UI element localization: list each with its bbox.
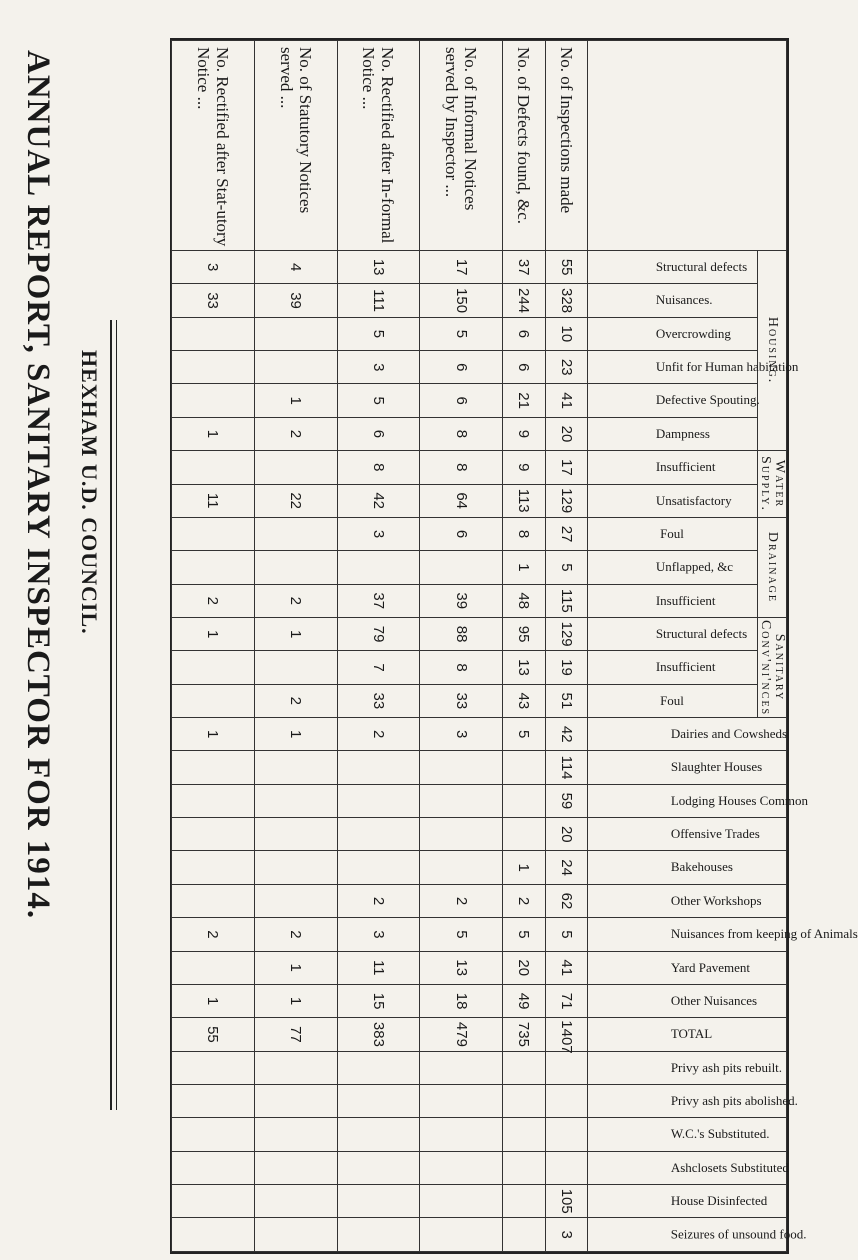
table-cell: 33 — [337, 684, 420, 717]
table-cell: 6 — [420, 517, 503, 550]
col-header: House Disinfected — [588, 1185, 787, 1218]
table-row — [172, 41, 255, 1252]
table-row — [254, 41, 337, 1252]
table-cell: 55 — [172, 1018, 255, 1051]
table-cell — [337, 1218, 420, 1252]
table-cell: 105 — [545, 1185, 587, 1218]
table-cell: 3 — [420, 718, 503, 751]
table-cell: 62 — [545, 884, 587, 917]
table-cell: 20 — [545, 818, 587, 851]
table-cell — [172, 651, 255, 684]
col-header: Privy ash pits rebuilt. — [588, 1051, 787, 1084]
table-cell: 20 — [503, 951, 545, 984]
table-cell — [172, 684, 255, 717]
table-cell: 20 — [545, 417, 587, 450]
table-cell — [254, 651, 337, 684]
table-cell — [420, 1185, 503, 1218]
table-cell — [172, 317, 255, 350]
table-cell: 6 — [420, 384, 503, 417]
page-heading — [10, 50, 102, 1230]
table-cell: 2 — [503, 884, 545, 917]
table-cell — [503, 1084, 545, 1117]
table-cell: 2 — [172, 918, 255, 951]
table-cell: 24 — [545, 851, 587, 884]
table-cell: 2 — [337, 718, 420, 751]
col-header: Structural defects — [588, 251, 758, 284]
table-cell: 5 — [503, 718, 545, 751]
col-header: Bakehouses — [588, 851, 787, 884]
col-header: Other Nuisances — [588, 984, 787, 1017]
col-header: Seizures of unsound food. — [588, 1218, 787, 1252]
table-cell — [337, 551, 420, 584]
table-row — [545, 41, 587, 1252]
col-header: Nuisances. — [588, 284, 758, 317]
table-cell: 39 — [420, 584, 503, 617]
table-cell: 59 — [545, 784, 587, 817]
table-cell: 41 — [545, 951, 587, 984]
table-cell — [172, 1218, 255, 1252]
table-cell: 114 — [545, 751, 587, 784]
table-cell: 328 — [545, 284, 587, 317]
report-table-frame — [170, 38, 858, 1254]
table-cell — [337, 818, 420, 851]
table-cell: 27 — [545, 517, 587, 550]
rotated-table-container — [171, 40, 858, 1252]
col-header: Defective Spouting. — [588, 384, 758, 417]
table-cell — [172, 884, 255, 917]
table-cell — [545, 1118, 587, 1151]
table-cell — [254, 818, 337, 851]
table-cell: 6 — [503, 317, 545, 350]
table-cell: 1 — [172, 984, 255, 1017]
table-cell — [254, 1051, 337, 1084]
table-cell: 3 — [337, 918, 420, 951]
table-cell: 17 — [545, 451, 587, 484]
table-cell: 51 — [545, 684, 587, 717]
table-cell: 3 — [545, 1218, 587, 1252]
table-cell: 23 — [545, 351, 587, 384]
table-cell: 43 — [503, 684, 545, 717]
table-cell: 5 — [420, 317, 503, 350]
table-cell: 2 — [254, 684, 337, 717]
table-cell — [337, 1051, 420, 1084]
table-cell: 11 — [337, 951, 420, 984]
table-cell: 3 — [172, 251, 255, 284]
col-header: W.C.'s Substituted. — [588, 1118, 787, 1151]
table-cell: 11 — [172, 484, 255, 517]
table-cell: 5 — [420, 918, 503, 951]
title-rule — [110, 320, 112, 1110]
table-cell — [254, 784, 337, 817]
row-label: No. of Defects found, &c. — [503, 41, 545, 251]
table-cell: 735 — [503, 1018, 545, 1051]
table-cell: 6 — [503, 351, 545, 384]
table-cell — [420, 1084, 503, 1117]
inspection-table — [171, 40, 858, 1252]
col-header: Lodging Houses Common — [588, 784, 787, 817]
table-cell: 15 — [337, 984, 420, 1017]
table-cell — [254, 1185, 337, 1218]
col-header: Unfit for Human habitation — [588, 351, 758, 384]
table-cell — [503, 751, 545, 784]
council-subtitle: HEXHAM U.D. COUNCIL. — [77, 350, 102, 635]
table-cell — [254, 1218, 337, 1252]
table-cell — [172, 517, 255, 550]
table-cell — [254, 751, 337, 784]
table-cell — [254, 317, 337, 350]
table-cell: 6 — [420, 351, 503, 384]
table-cell: 9 — [503, 451, 545, 484]
table-cell: 13 — [420, 951, 503, 984]
col-header: Dampness — [588, 417, 758, 450]
row-label: No. of Statutory Notices served ... — [254, 41, 337, 251]
table-cell — [172, 351, 255, 384]
table-cell — [503, 1185, 545, 1218]
table-cell: 2 — [172, 584, 255, 617]
col-header: Ashclosets Substituted — [588, 1151, 787, 1184]
table-cell: 1407 — [545, 1018, 587, 1051]
table-cell: 5 — [545, 551, 587, 584]
row-label: No. of Informal Notices served by Inspector ... — [420, 41, 503, 251]
table-cell: 33 — [172, 284, 255, 317]
col-header: Unflapped, &c — [588, 551, 758, 584]
report-title: ANNUAL REPORT, SANITARY INSPECTOR FOR 1914. — [20, 50, 56, 920]
row-label: No. Rectified after In-formal Notice ... — [337, 41, 420, 251]
table-cell: 8 — [420, 651, 503, 684]
table-cell: 129 — [545, 484, 587, 517]
table-cell: 8 — [337, 451, 420, 484]
table-cell — [337, 1118, 420, 1151]
table-cell: 48 — [503, 584, 545, 617]
table-cell — [172, 851, 255, 884]
table-cell: 1 — [254, 384, 337, 417]
table-cell: 111 — [337, 284, 420, 317]
table-cell: 1 — [254, 718, 337, 751]
table-cell: 1 — [254, 984, 337, 1017]
table-cell: 244 — [503, 284, 545, 317]
table-cell: 7 — [337, 651, 420, 684]
table-cell — [420, 1118, 503, 1151]
table-cell: 129 — [545, 617, 587, 650]
corner-cell — [588, 41, 787, 251]
table-cell: 49 — [503, 984, 545, 1017]
table-cell — [254, 451, 337, 484]
table-cell — [420, 818, 503, 851]
table-cell: 8 — [420, 417, 503, 450]
table-cell: 3 — [337, 517, 420, 550]
col-header: Dairies and Cowsheds — [588, 718, 787, 751]
table-cell — [545, 1084, 587, 1117]
col-header-total: TOTAL — [588, 1018, 787, 1051]
table-cell — [503, 1051, 545, 1084]
table-cell: 3 — [337, 351, 420, 384]
table-cell — [420, 1151, 503, 1184]
table-cell: 5 — [545, 918, 587, 951]
table-cell — [503, 1151, 545, 1184]
group-header-row — [758, 41, 787, 1252]
table-cell: 150 — [420, 284, 503, 317]
table-cell: 42 — [337, 484, 420, 517]
table-cell — [172, 1084, 255, 1117]
table-cell: 1 — [254, 951, 337, 984]
table-row — [337, 41, 420, 1252]
table-cell: 13 — [337, 251, 420, 284]
table-cell: 42 — [545, 718, 587, 751]
table-cell — [545, 1051, 587, 1084]
table-cell — [420, 1218, 503, 1252]
table-cell — [172, 384, 255, 417]
table-cell — [254, 1084, 337, 1117]
table-cell: 13 — [503, 651, 545, 684]
table-cell: 55 — [545, 251, 587, 284]
table-cell: 39 — [254, 284, 337, 317]
table-cell: 22 — [254, 484, 337, 517]
table-cell: 19 — [545, 651, 587, 684]
table-cell: 479 — [420, 1018, 503, 1051]
col-header: Insufficient — [588, 451, 758, 484]
table-cell — [545, 1151, 587, 1184]
table-cell: 64 — [420, 484, 503, 517]
table-cell — [337, 1084, 420, 1117]
table-cell: 2 — [337, 884, 420, 917]
col-header: Other Workshops — [588, 884, 787, 917]
table-cell: 95 — [503, 617, 545, 650]
table-cell: 1 — [172, 617, 255, 650]
row-label: No. Rectified after Stat-utory Notice ... — [172, 41, 255, 251]
table-cell — [172, 451, 255, 484]
table-cell — [254, 1151, 337, 1184]
table-cell — [337, 1151, 420, 1184]
table-cell: 1 — [172, 417, 255, 450]
table-cell — [420, 1051, 503, 1084]
col-header: Privy ash pits abolished. — [588, 1084, 787, 1117]
table-cell — [254, 517, 337, 550]
table-cell: 8 — [503, 517, 545, 550]
table-cell: 77 — [254, 1018, 337, 1051]
col-header: Overcrowding — [588, 317, 758, 350]
table-cell: 2 — [254, 584, 337, 617]
table-cell — [172, 1051, 255, 1084]
table-cell — [503, 1218, 545, 1252]
table-cell: 33 — [420, 684, 503, 717]
table-cell: 21 — [503, 384, 545, 417]
table-cell — [172, 1185, 255, 1218]
table-cell — [254, 1118, 337, 1151]
table-cell — [337, 784, 420, 817]
table-cell — [254, 351, 337, 384]
table-cell — [172, 551, 255, 584]
col-header: Insufficient — [588, 651, 758, 684]
table-cell — [172, 751, 255, 784]
table-cell: 10 — [545, 317, 587, 350]
title-rule-thin — [116, 320, 117, 1110]
table-cell: 5 — [337, 317, 420, 350]
table-cell: 1 — [254, 617, 337, 650]
col-header: Foul — [588, 517, 758, 550]
row-label: No. of Inspections made — [545, 41, 587, 251]
table-cell: 115 — [545, 584, 587, 617]
table-cell — [420, 784, 503, 817]
table-cell — [503, 1118, 545, 1151]
table-cell — [337, 751, 420, 784]
table-row — [420, 41, 503, 1252]
table-cell: 5 — [337, 384, 420, 417]
table-cell: 18 — [420, 984, 503, 1017]
col-header: Nuisances from keeping of Animals — [588, 918, 787, 951]
table-cell: 2 — [420, 884, 503, 917]
table-cell: 2 — [254, 417, 337, 450]
table-cell — [503, 784, 545, 817]
col-header: Unsatisfactory — [588, 484, 758, 517]
col-header: Foul — [588, 684, 758, 717]
table-cell — [172, 1118, 255, 1151]
table-cell — [337, 1185, 420, 1218]
table-cell: 17 — [420, 251, 503, 284]
table-cell — [172, 1151, 255, 1184]
group-sanitary-conveniences: Sanitary Conv'ni'nces — [758, 617, 787, 717]
table-cell: 9 — [503, 417, 545, 450]
col-header: Yard Pavement — [588, 951, 787, 984]
table-cell: 88 — [420, 617, 503, 650]
col-header: Structural defects — [588, 617, 758, 650]
table-cell — [172, 784, 255, 817]
table-cell — [254, 884, 337, 917]
table-cell: 383 — [337, 1018, 420, 1051]
table-cell — [337, 851, 420, 884]
table-cell: 1 — [172, 718, 255, 751]
col-header: Offensive Trades — [588, 818, 787, 851]
table-cell — [420, 551, 503, 584]
table-cell: 4 — [254, 251, 337, 284]
group-drainage: Drainage — [758, 517, 787, 617]
table-cell: 5 — [503, 918, 545, 951]
table-cell: 71 — [545, 984, 587, 1017]
table-cell: 6 — [337, 417, 420, 450]
table-cell: 37 — [503, 251, 545, 284]
table-cell — [254, 551, 337, 584]
table-cell: 37 — [337, 584, 420, 617]
table-cell — [254, 851, 337, 884]
table-cell — [172, 818, 255, 851]
table-cell — [420, 751, 503, 784]
table-cell — [420, 851, 503, 884]
table-body — [172, 41, 588, 1252]
table-cell: 8 — [420, 451, 503, 484]
table-row — [503, 41, 545, 1252]
table-cell — [172, 951, 255, 984]
table-cell: 1 — [503, 551, 545, 584]
table-cell: 79 — [337, 617, 420, 650]
col-header: Insufficient — [588, 584, 758, 617]
group-water-supply: Water Supply. — [758, 451, 787, 518]
table-cell: 113 — [503, 484, 545, 517]
table-cell: 1 — [503, 851, 545, 884]
col-header: Slaughter Houses — [588, 751, 787, 784]
table-cell: 2 — [254, 918, 337, 951]
group-housing: Housing. — [758, 251, 787, 451]
table-cell — [503, 818, 545, 851]
table-cell: 41 — [545, 384, 587, 417]
